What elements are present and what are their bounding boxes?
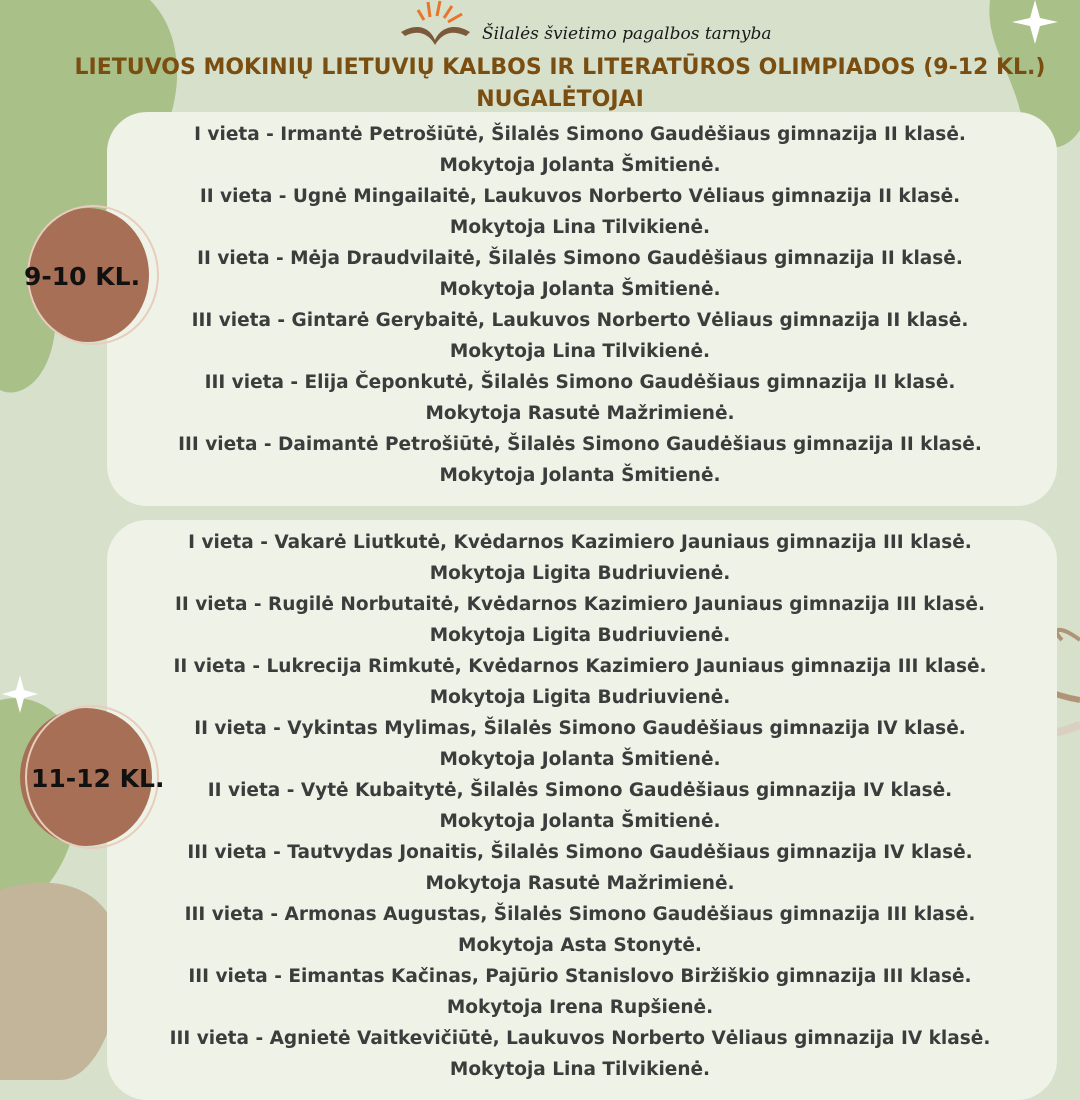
teacher-line: Mokytoja Asta Stonytė. [458,935,702,956]
teacher-line: Mokytoja Jolanta Šmitienė. [439,279,721,300]
winner-entry [120,119,1040,181]
winner-entry [120,181,1040,243]
winner-line: II vieta - Ugnė Mingailaitė, Laukuvos Norberto Vėliaus gimnazija II klasė. [199,186,961,207]
grade-badge-11-12: 11-12 KL. [31,764,165,793]
winner-line: III vieta - Agnietė Vaitkevičiūtė, Laukuvos Norberto Vėliaus gimnazija IV klasė. [169,1028,991,1049]
winner-line: III vieta - Armonas Augustas, Šilalės Simono Gaudėšiaus gimnazija III klasė. [184,904,976,925]
page-title [40,52,1080,116]
winner-entry [120,651,1040,713]
winner-entry [120,713,1040,775]
winner-line: I vieta - Vakarė Liutkutė, Kvėdarnos Kazimiero Jauniaus gimnazija III klasė. [188,532,972,553]
teacher-line: Mokytoja Jolanta Šmitienė. [439,465,721,486]
winner-entry [120,589,1040,651]
title-line-1: LIETUVOS MOKINIŲ LIETUVIŲ KALBOS IR LITERATŪROS OLIMPIADOS (9-12 KL.) [74,55,1046,80]
winner-line: III vieta - Eimantas Kačinas, Pajūrio Stanislovo Biržiškio gimnazija III klasė. [188,966,972,987]
book-sun-logo-icon [398,0,478,50]
teacher-line: Mokytoja Rasutė Mažrimienė. [425,873,735,894]
winners-list-11-12 [120,527,1040,1085]
teacher-line: Mokytoja Rasutė Mažrimienė. [425,403,735,424]
winner-entry [120,243,1040,305]
logo [398,0,798,50]
winner-entry [120,429,1040,491]
logo-text: Šilalės švietimo pagalbos tarnyba [482,24,772,44]
winner-line: II vieta - Vytė Kubaitytė, Šilalės Simono Gaudėšiaus gimnazija IV klasė. [207,780,953,801]
winners-list-9-10 [120,119,1040,491]
winner-line: II vieta - Rugilė Norbutaitė, Kvėdarnos Kazimiero Jauniaus gimnazija III klasė. [175,594,985,615]
winner-line: II vieta - Mėja Draudvilaitė, Šilalės Simono Gaudėšiaus gimnazija II klasė. [197,248,963,269]
winner-entry [120,899,1040,961]
grade-badge-9-10: 9-10 KL. [24,262,141,291]
winner-entry [120,305,1040,367]
teacher-line: Mokytoja Lina Tilvikienė. [449,217,711,238]
teacher-line: Mokytoja Ligita Budriuvienė. [429,687,731,708]
winner-line: III vieta - Elija Čeponkutė, Šilalės Simono Gaudėšiaus gimnazija II klasė. [204,372,956,393]
winner-entry [120,527,1040,589]
teacher-line: Mokytoja Lina Tilvikienė. [449,341,711,362]
arc-decoration [1057,630,1080,640]
teacher-line: Mokytoja Jolanta Šmitienė. [439,155,721,176]
winner-line: III vieta - Tautvydas Jonaitis, Šilalės Simono Gaudėšiaus gimnazija IV klasė. [187,842,973,863]
beige-blob-bottom-left [0,883,120,1080]
winner-line: II vieta - Vykintas Mylimas, Šilalės Simono Gaudėšiaus gimnazija IV klasė. [194,718,966,739]
winner-entry [120,837,1040,899]
teacher-line: Mokytoja Ligita Budriuvienė. [429,563,731,584]
winner-entry [120,961,1040,1023]
title-line-2: NUGALĖTOJAI [476,87,644,112]
winner-entry [120,367,1040,429]
teacher-line: Mokytoja Jolanta Šmitienė. [439,811,721,832]
winner-line: II vieta - Lukrecija Rimkutė, Kvėdarnos Kazimiero Jauniaus gimnazija III klasė. [173,656,987,677]
teacher-line: Mokytoja Irena Rupšienė. [446,997,714,1018]
teacher-line: Mokytoja Ligita Budriuvienė. [429,625,731,646]
winner-line: III vieta - Daimantė Petrošiūtė, Šilalės Simono Gaudėšiaus gimnazija II klasė. [178,434,982,455]
winner-line: I vieta - Irmantė Petrošiūtė, Šilalės Simono Gaudėšiaus gimnazija II klasė. [194,124,966,145]
winner-entry [120,1023,1040,1085]
winner-entry [120,775,1040,837]
teacher-line: Mokytoja Lina Tilvikienė. [449,1059,711,1080]
teacher-line: Mokytoja Jolanta Šmitienė. [439,749,721,770]
winner-line: III vieta - Gintarė Gerybaitė, Laukuvos Norberto Vėliaus gimnazija II klasė. [191,310,969,331]
